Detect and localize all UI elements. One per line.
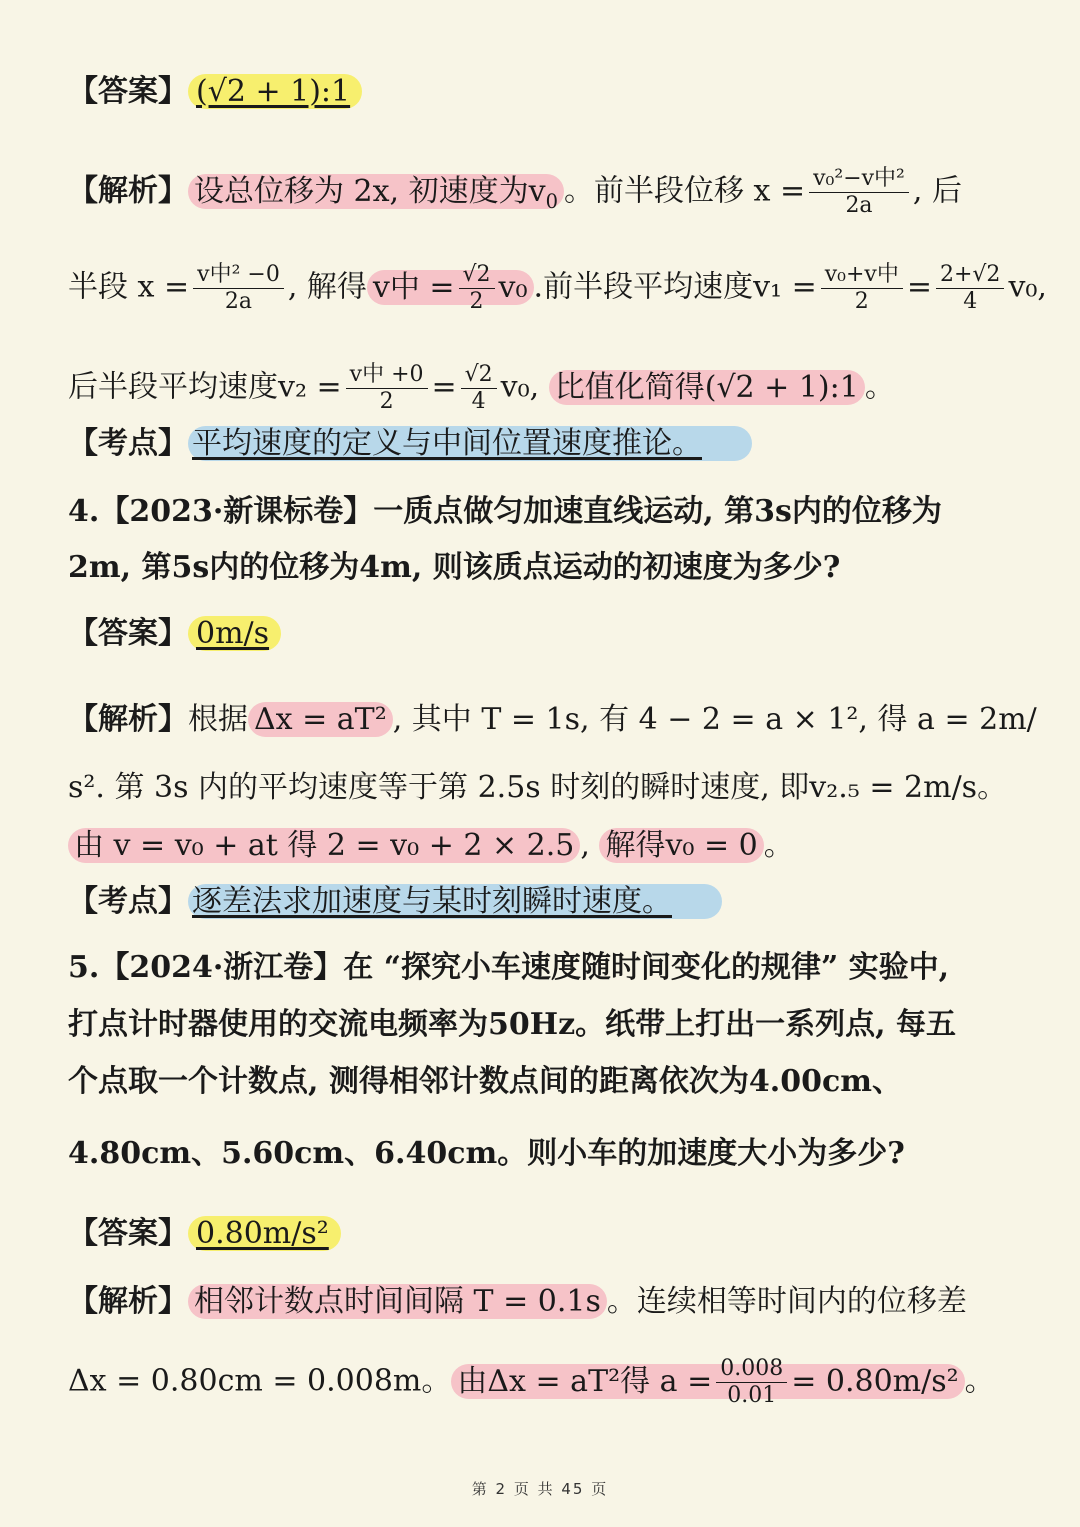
- answer-label: 【答案】: [68, 1216, 188, 1251]
- q5-stem-line-1: 5.【2024·浙江卷】在 “探究小车速度随时间变化的规律” 实验中,: [68, 950, 950, 985]
- fraction: $\frac{√2}{4}$: [461, 362, 497, 415]
- highlight: v中 = $\frac{√2}{2}$ v₀: [367, 270, 534, 305]
- highlight: 相邻计数点时间间隔 T = 0.1s: [188, 1284, 607, 1319]
- answer-label: 【答案】: [68, 616, 188, 651]
- analysis-label: 【解析】: [68, 702, 188, 737]
- fraction: $\frac{0.008}{0.01}$: [716, 1356, 787, 1409]
- q5-stem-line-4: 4.80cm、5.60cm、6.40cm。则小车的加速度大小为多少?: [68, 1136, 905, 1171]
- fraction: $\frac{\text{v₀²−v中²}}{2a}$: [809, 166, 909, 219]
- q5-analysis-line-1: 【解析】 相邻计数点时间间隔 T = 0.1s 。连续相等时间内的位移差: [68, 1284, 967, 1319]
- point-label: 【考点】: [68, 884, 188, 919]
- q5-stem-line-3: 个点取一个计数点, 测得相邻计数点间的距离依次为4.00cm、: [68, 1064, 902, 1099]
- answer-value: 0m/s: [188, 616, 281, 651]
- q5-analysis-line-2: Δx = 0.80cm = 0.008m。 由Δx = aT²得 a = $\frac{0.008}{0.01}$ = 0.80m/s² 。: [68, 1356, 995, 1408]
- fraction: $\frac{\text{v中 +0}}{2}$: [346, 362, 428, 415]
- highlight: 由 v = v₀ + at 得 2 = v₀ + 2 × 2.5: [68, 828, 580, 863]
- q4-point-line: [68, 882, 722, 922]
- q3-analysis-line-3: 后半段平均速度v₂ = $\frac{\text{v中 +0}}{2}$ = $\frac{√2}{4}$ v₀, 比值化简得(√2 + 1):1 。: [68, 362, 895, 414]
- fraction: $\frac{\text{v中² −0}}{2a}$: [193, 262, 284, 315]
- q3-answer-line: [68, 72, 362, 112]
- q4-stem-line-1: 4.【2023·新课标卷】一质点做匀加速直线运动, 第3s内的位移为: [68, 494, 942, 529]
- fraction: $\frac{\text{v₀+v中}}{2}$: [821, 262, 903, 315]
- fraction: $\frac{2+√2}{4}$: [936, 262, 1004, 315]
- answer-label: 【答案】: [68, 74, 188, 109]
- page-footer: 第 2 页 共 45 页: [471, 1480, 609, 1498]
- analysis-label: 【解析】: [68, 1284, 188, 1319]
- q4-analysis-line-3: 由 v = v₀ + at 得 2 = v₀ + 2 × 2.5 , 解得v₀ = 0 。: [68, 826, 794, 866]
- q4-stem-line-2: 2m, 第5s内的位移为4m, 则该质点运动的初速度为多少?: [68, 550, 841, 585]
- highlight: 比值化简得(√2 + 1):1: [549, 370, 865, 405]
- q3-analysis-line-1: 【解析】 设总位移为 2x, 初速度为$v_0$ 。前半段位移 x = $\frac{\text{v₀²−v中²}}{2a}$ , 后: [68, 166, 962, 218]
- q4-analysis-line-2: s². 第 3s 内的平均速度等于第 2.5s 时刻的瞬时速度, 即v₂.₅ = 2m/s。: [68, 770, 1008, 805]
- highlight: 由Δx = aT²得 a = $\frac{0.008}{0.01}$ = 0.80m/s²: [451, 1364, 964, 1399]
- highlight: 解得v₀ = 0: [599, 828, 763, 863]
- analysis-label: 【解析】: [68, 173, 188, 209]
- q4-answer-line: [68, 614, 281, 654]
- answer-value: 0.80m/s²: [188, 1216, 341, 1251]
- point-text: 平均速度的定义与中间位置速度推论。: [188, 426, 752, 461]
- q4-analysis-line-1: 【解析】根据 Δx = aT² , 其中 T = 1s, 有 4 − 2 = a × 1², 得 a = 2m/: [68, 702, 1037, 737]
- highlight: Δx = aT²: [248, 702, 393, 737]
- q5-answer-line: [68, 1214, 341, 1254]
- q3-analysis-line-2: 半段 x = $\frac{\text{v中² −0}}{2a}$ , 解得 v中 = $\frac{√2}{2}$ v₀ .前半段平均速度v₁ = $\frac{\text{v₀+v中}}{2}$ = $\frac{2+√2}{4}$ v₀,: [68, 262, 1047, 314]
- point-text: 逐差法求加速度与某时刻瞬时速度。: [188, 884, 722, 919]
- answer-value: (√2 + 1):1: [188, 74, 362, 109]
- q5-stem-line-2: 打点计时器使用的交流电频率为50Hz。纸带上打出一系列点, 每五: [68, 1007, 957, 1042]
- point-label: 【考点】: [68, 426, 188, 461]
- q3-point-line: [68, 424, 752, 464]
- highlight: 设总位移为 2x, 初速度为$v_0$: [188, 174, 564, 209]
